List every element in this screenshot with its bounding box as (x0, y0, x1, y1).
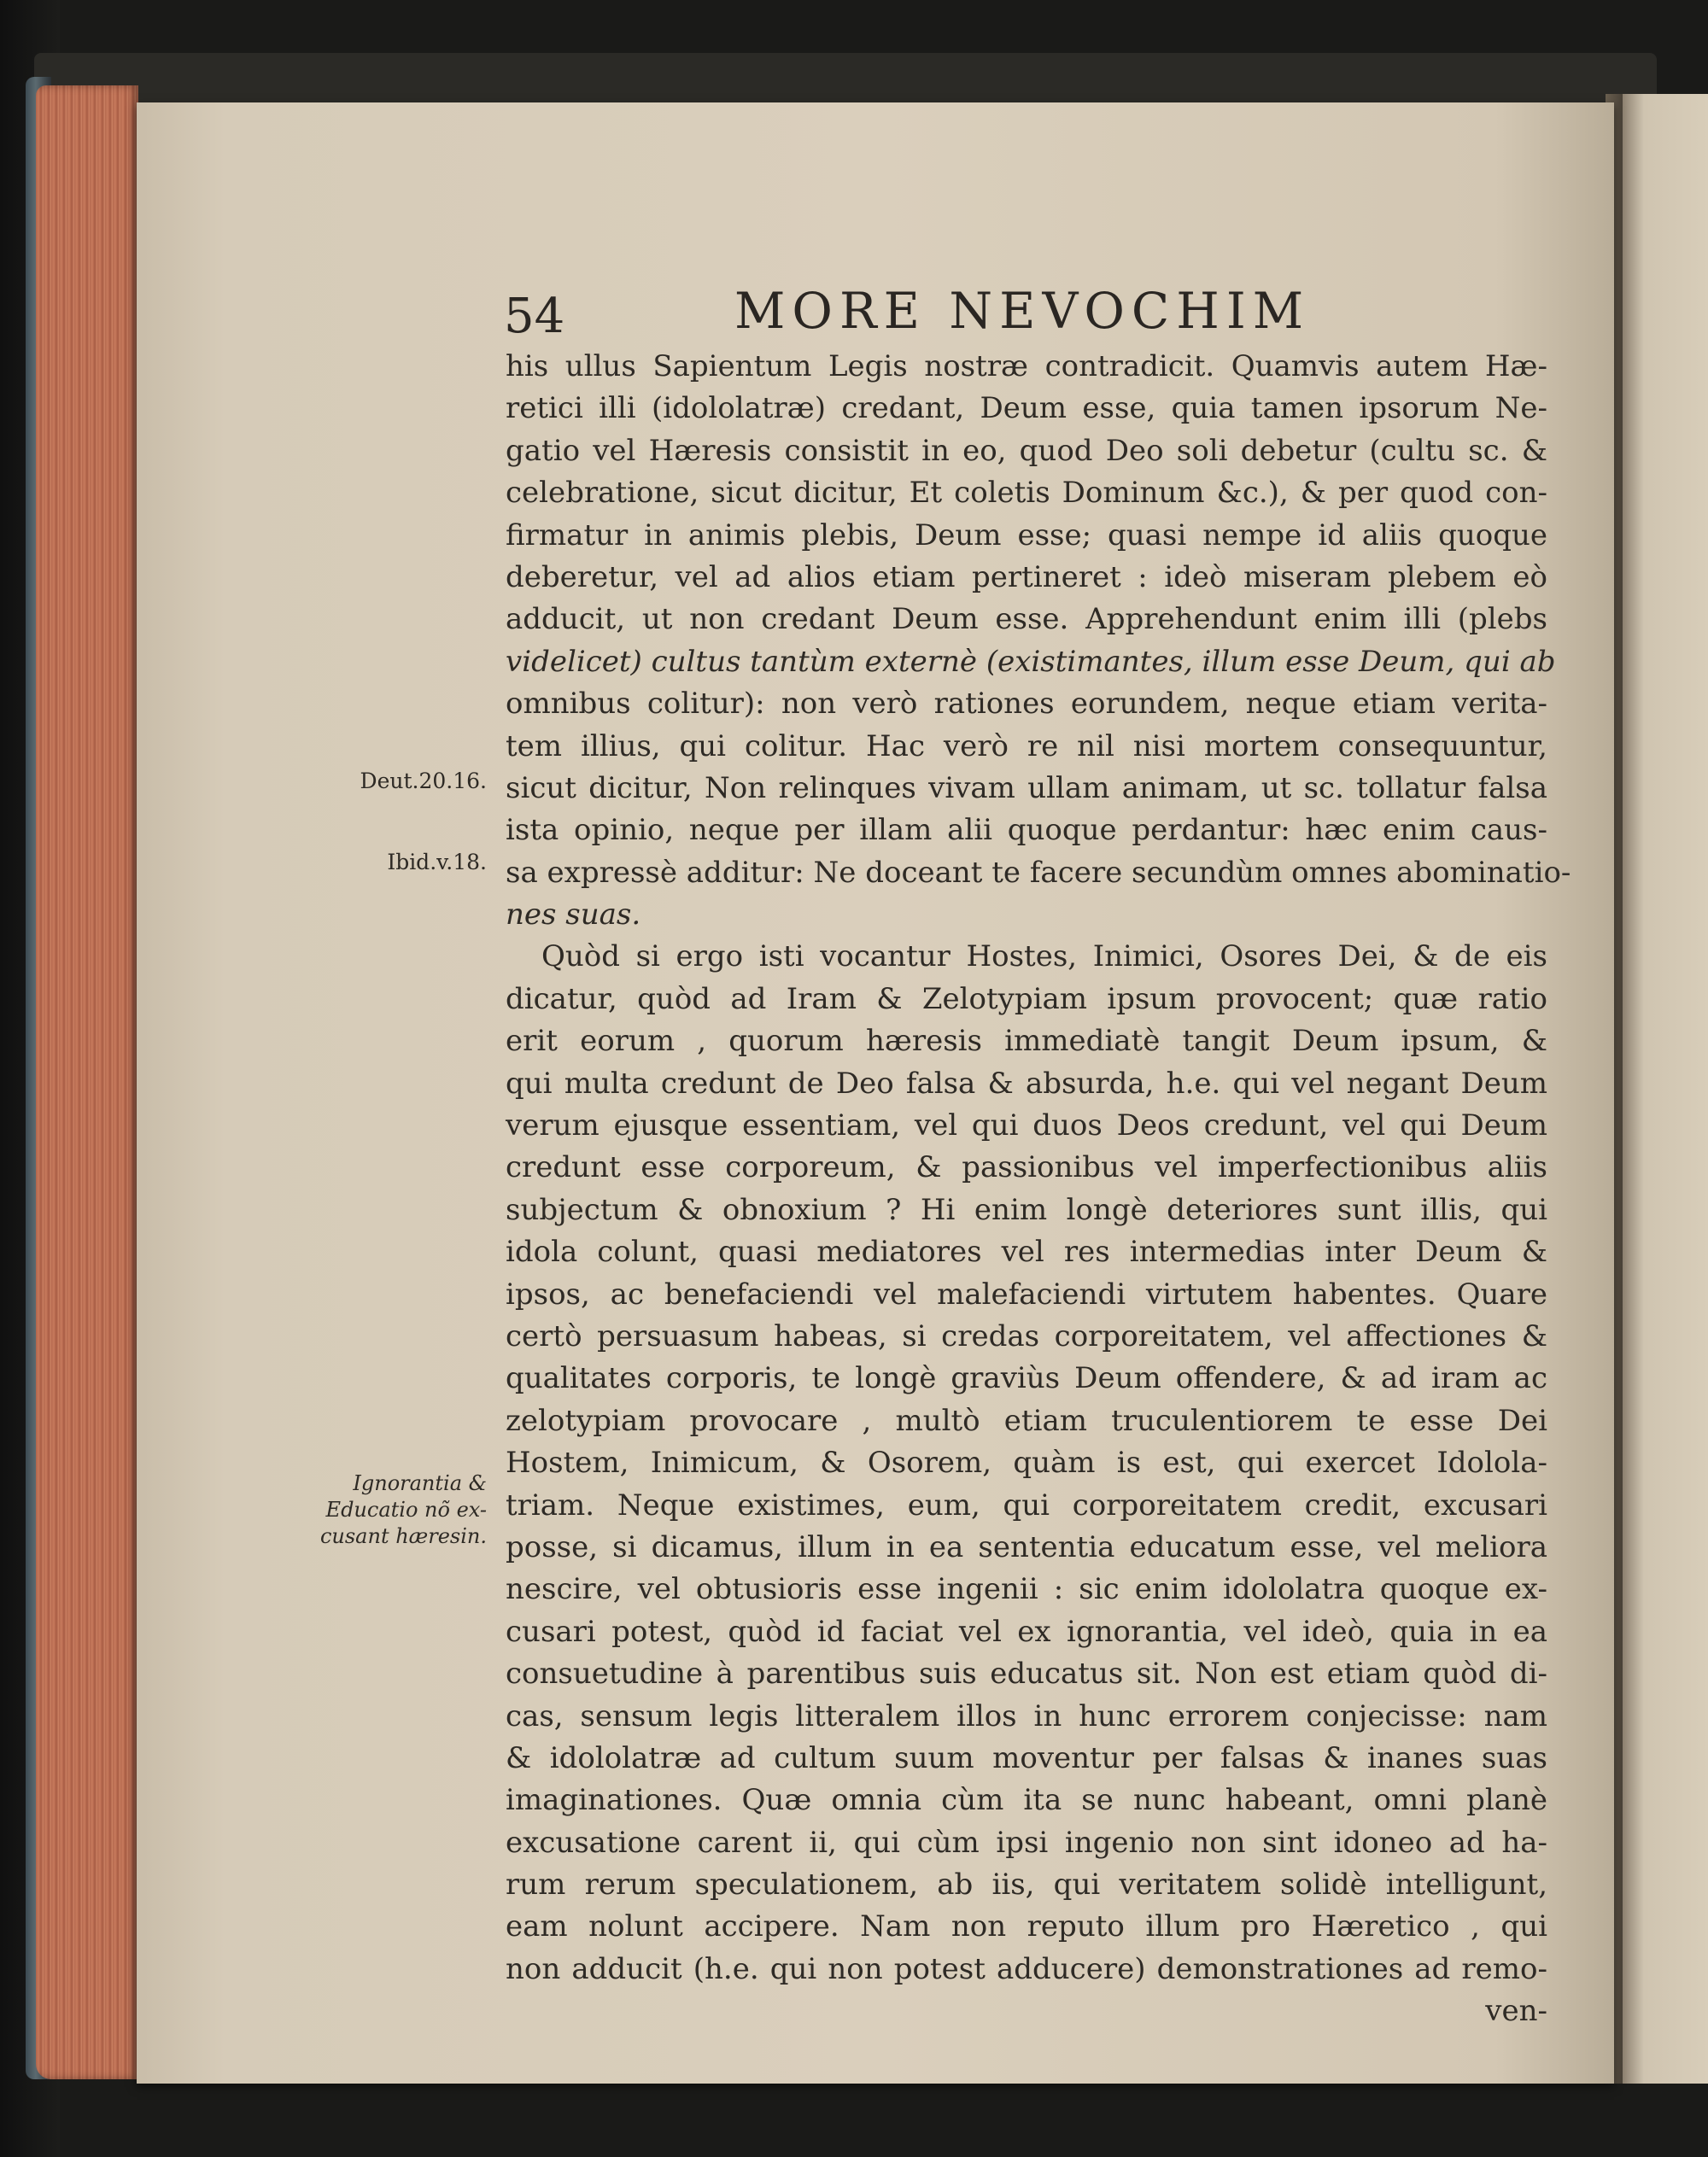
text-line: sicut dicitur, Non relinques vivam ullam animam, ut sc. tollatur falsa (506, 770, 1547, 805)
text-line: credunt esse corporeum, & passionibus vel imperfectionibus aliis (506, 1150, 1547, 1185)
text-line: cas, sensum legis litteralem illos in hunc errorem conjecisse: nam (506, 1698, 1547, 1733)
text-line: zelotypiam provocare , multò etiam truculentiorem te esse Dei (506, 1403, 1547, 1438)
catchword: ven- (1485, 1994, 1547, 2029)
text-line: dicatur, quòd ad Iram & Zelotypiam ipsum provocent; quæ ratio (506, 981, 1547, 1016)
running-title: MORE NEVOCHIM (734, 282, 1311, 340)
page-number: 54 (504, 289, 565, 344)
text-line: cusari potest, quòd id faciat vel ex ignorantia, vel ideò, quia in ea (506, 1614, 1547, 1649)
text-line: consuetudine à parentibus suis educatus sit. Non est etiam quòd di- (506, 1657, 1547, 1692)
text-line: Quòd si ergo isti vocantur Hostes, Inimici, Osores Dei, & de eis (541, 939, 1547, 974)
text-line: imaginationes. Quæ omnia cùm ita se nunc habeant, omni planè (506, 1783, 1547, 1818)
text-line: his ullus Sapientum Legis nostræ contradicit. Quamvis autem Hæ- (506, 349, 1547, 383)
book-cover-top (34, 53, 1657, 104)
page-edges (36, 85, 138, 2079)
text-line: nes suas. (506, 897, 641, 932)
text-line: firmatur in animis plebis, Deum esse; quasi nempe id aliis quoque (506, 517, 1547, 552)
text-line: excusatione carent ii, qui cùm ipsi ingenio non sint idoneo ad ha- (506, 1825, 1547, 1860)
text-line: retici illi (idololatræ) credant, Deum esse, quia tamen ipsorum Ne- (506, 391, 1547, 426)
text-line: omnibus colitur): non verò rationes eorundem, neque etiam verita- (506, 687, 1547, 722)
text-line: non adducit (h.e. qui non potest adducere) demonstrationes ad remo- (506, 1951, 1547, 1986)
margin-note-ignorantia-1: Ignorantia & (353, 1471, 487, 1495)
margin-note-ignorantia-2: Educatio nõ ex- (325, 1498, 487, 1522)
text-line: celebratione, sicut dicitur, Et coletis Dominum &c.), & per quod con- (506, 476, 1547, 511)
text-line: certò persuasum habeas, si credas corporeitatem, vel affectiones & (506, 1318, 1547, 1353)
text-line: sa expressè additur: Ne doceant te facere secundùm omnes abominatio- (506, 855, 1571, 890)
margin-note-ignorantia-3: cusant hæresin. (319, 1524, 487, 1548)
text-line: verum ejusque essentiam, vel qui duos Deos credunt, vel qui Deum (506, 1108, 1547, 1143)
text-line: qualitates corporis, te longè graviùs Deum offendere, & ad iram ac (506, 1361, 1547, 1396)
text-line: idola colunt, quasi mediatores vel res intermedias inter Deum & (506, 1235, 1547, 1270)
text-line: erit eorum , quorum hæresis immediatè tangit Deum ipsum, & (506, 1024, 1547, 1059)
text-line: rum rerum speculationem, ab iis, qui veritatem solidè intelligunt, (506, 1868, 1547, 1903)
text-line: posse, si dicamus, illum in ea sententia educatum esse, vel meliora (506, 1529, 1547, 1564)
text-line: gatio vel Hæresis consistit in eo, quod Deo soli debetur (cultu sc. & (506, 433, 1547, 468)
body-text (506, 346, 1571, 2033)
page-header (137, 273, 1614, 342)
text-line: Hostem, Inimicum, & Osorem, quàm is est, qui exercet Idolola- (506, 1446, 1547, 1481)
text-line: qui multa credunt de Deo falsa & absurda, h.e. qui vel negant Deum (506, 1066, 1547, 1101)
text-line: ista opinio, neque per illam alii quoque perdantur: hæc enim caus- (506, 813, 1547, 848)
text-line: ipsos, ac benefaciendi vel malefaciendi virtutem habentes. Quare (506, 1277, 1547, 1312)
text-line: tem illius, qui colitur. Hac verò re nil nisi mortem consequuntur, (506, 728, 1547, 763)
text-line: nescire, vel obtusioris esse ingenii : sic enim idololatra quoque ex- (506, 1572, 1547, 1607)
text-line: subjectum & obnoxium ? Hi enim longè deteriores sunt illis, qui (506, 1192, 1547, 1227)
text-line: & idololatræ ad cultum suum moventur per falsas & inanes suas (506, 1740, 1547, 1775)
text-line: deberetur, vel ad alios etiam pertineret : ideò miseram plebem eò (506, 559, 1547, 594)
text-line: adducit, ut non credant Deum esse. Apprehendunt enim illi (plebs (506, 602, 1547, 637)
margin-note-deut: Deut.20.16. (360, 769, 487, 793)
text-line: eam nolunt accipere. Nam non reputo illum pro Hæretico , qui (506, 1909, 1547, 1944)
text-line: videlicet) cultus tantùm externè (existimantes, illum esse Deum, qui ab (506, 644, 1556, 679)
facing-page (1623, 94, 1708, 2084)
margin-note-ibid: Ibid.v.18. (387, 850, 487, 874)
text-line: triam. Neque existimes, eum, qui corporeitatem credit, excusari (506, 1488, 1547, 1523)
book-page (137, 102, 1614, 2084)
